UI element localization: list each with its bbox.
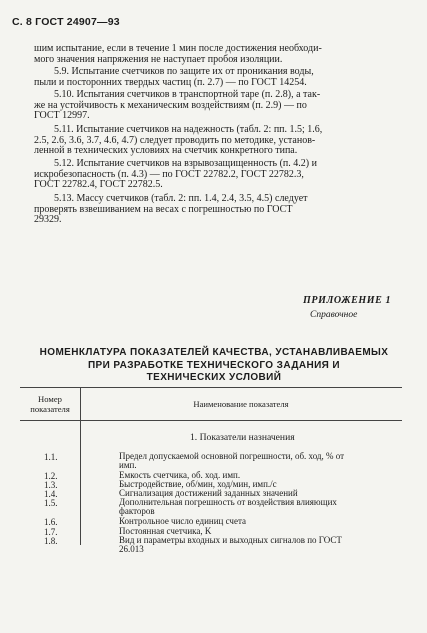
paragraph-5-10 [34, 90, 398, 122]
row-number: 1.8. [44, 536, 58, 546]
row-number: 1.3. [44, 480, 58, 490]
paragraph-5-11 [34, 125, 398, 157]
text-line: мого значения напряжения не наступает пробоя изоляции. [34, 53, 283, 65]
row-text-line: Сигнализация достижений заданных значений [119, 488, 298, 498]
text-line: 5.12. Испытание счетчиков на взрывозащищенность (п. 4.2) и [54, 158, 317, 169]
text-line: искробезопасность (п. 4.3) — по ГОСТ 22782.2, ГОСТ 22782.3, [34, 168, 304, 180]
appendix-subtitle: Справочное [310, 310, 358, 320]
row-number: 1.7. [44, 527, 58, 537]
row-number: 1.2. [44, 471, 58, 481]
table-column-divider [80, 387, 81, 545]
appendix-title: ПРИЛОЖЕНИЕ 1 [303, 295, 392, 306]
row-number: 1.5. [44, 498, 58, 508]
title-line: ПРИ РАЗРАБОТКЕ ТЕХНИЧЕСКОГО ЗАДАНИЯ И [87, 359, 341, 371]
text-line: 2.5, 2.6, 3.6, 3.7, 4.6, 4.7) следует проводить по методике, установ- [34, 134, 316, 146]
paragraph-continuation [34, 44, 398, 65]
row-text-line: Постоянная счетчика, K [119, 526, 212, 536]
table-header-rule [20, 420, 402, 421]
table-section-title: 1. Показатели назначения [190, 432, 295, 443]
header-line: Номер [38, 394, 62, 404]
text-line: 5.13. Массу счетчиков (табл. 2: пп. 1.4, 2.4, 3.5, 4.5) следует [54, 193, 308, 204]
text-line: шим испытание, если в течение 1 мин после достижения необходи- [34, 43, 322, 54]
paragraph-5-13 [34, 194, 398, 226]
row-text-line: Вид и параметры входных и выходных сигналов по ГОСТ [119, 535, 342, 545]
row-text-line: Контрольное число единиц счета [119, 516, 246, 526]
paragraph-5-12 [34, 159, 398, 191]
row-text-line: Дополнительная погрешность от воздействия влияющих [119, 497, 337, 507]
text-line: же на устойчивость к механическим воздействиям (п. 2.9) — по [34, 99, 307, 111]
table-row [119, 452, 398, 471]
text-line: 5.11. Испытание счетчиков на надежность (табл. 2: пп. 1.5; 1.6, [54, 124, 323, 135]
row-text-line: Предел допускаемой основной погрешности, об. ход, % от [119, 451, 345, 461]
table-top-rule [20, 387, 402, 388]
table-row [119, 517, 398, 526]
paragraph-5-9 [34, 67, 398, 88]
text-line: 29329. [34, 214, 62, 226]
table-row [119, 536, 398, 555]
title-line: НОМЕНКЛАТУРА ПОКАЗАТЕЛЕЙ КАЧЕСТВА, УСТАНАВЛИВАЕМЫХ [39, 347, 389, 358]
row-number: 1.4. [44, 489, 58, 499]
text-line: пыли и посторонних твердых частиц (п. 2.7) — по ГОСТ 14254. [34, 76, 307, 88]
table-header-number [22, 394, 78, 414]
row-text-line: 26.013 [119, 544, 144, 555]
page-header: С. 8 ГОСТ 24907—93 [12, 16, 120, 28]
row-number: 1.1. [44, 452, 58, 462]
row-text-line: Быстродействие, об/мин, ход/мин, имп./с [119, 479, 277, 489]
text-line: ГОСТ 12997. [34, 110, 90, 122]
header-line: показателя [30, 404, 70, 414]
row-text-line: факторов [119, 506, 155, 517]
document-title [30, 347, 398, 385]
text-line: 5.10. Испытания счетчиков в транспортной таре (п. 2.8), а так- [54, 89, 321, 100]
row-text-line: Емкость счетчика, об. ход. имп. [119, 470, 241, 480]
title-line: ТЕХНИЧЕСКИХ УСЛОВИЙ [146, 372, 282, 383]
table-header-name: Наименование показателя [193, 399, 289, 409]
text-line: ленной в технических условиях на счетчик конкретного типа. [34, 145, 298, 157]
text-line: ГОСТ 22782.4, ГОСТ 22782.5. [34, 179, 163, 191]
row-number: 1.6. [44, 517, 58, 527]
row-text-line: имп. [119, 460, 137, 471]
table-row [119, 498, 398, 517]
text-line: 5.9. Испытание счетчиков по защите их от проникания воды, [54, 66, 314, 77]
text-line: проверять взвешиванием на весах с погрешностью по ГОСТ [34, 203, 293, 215]
